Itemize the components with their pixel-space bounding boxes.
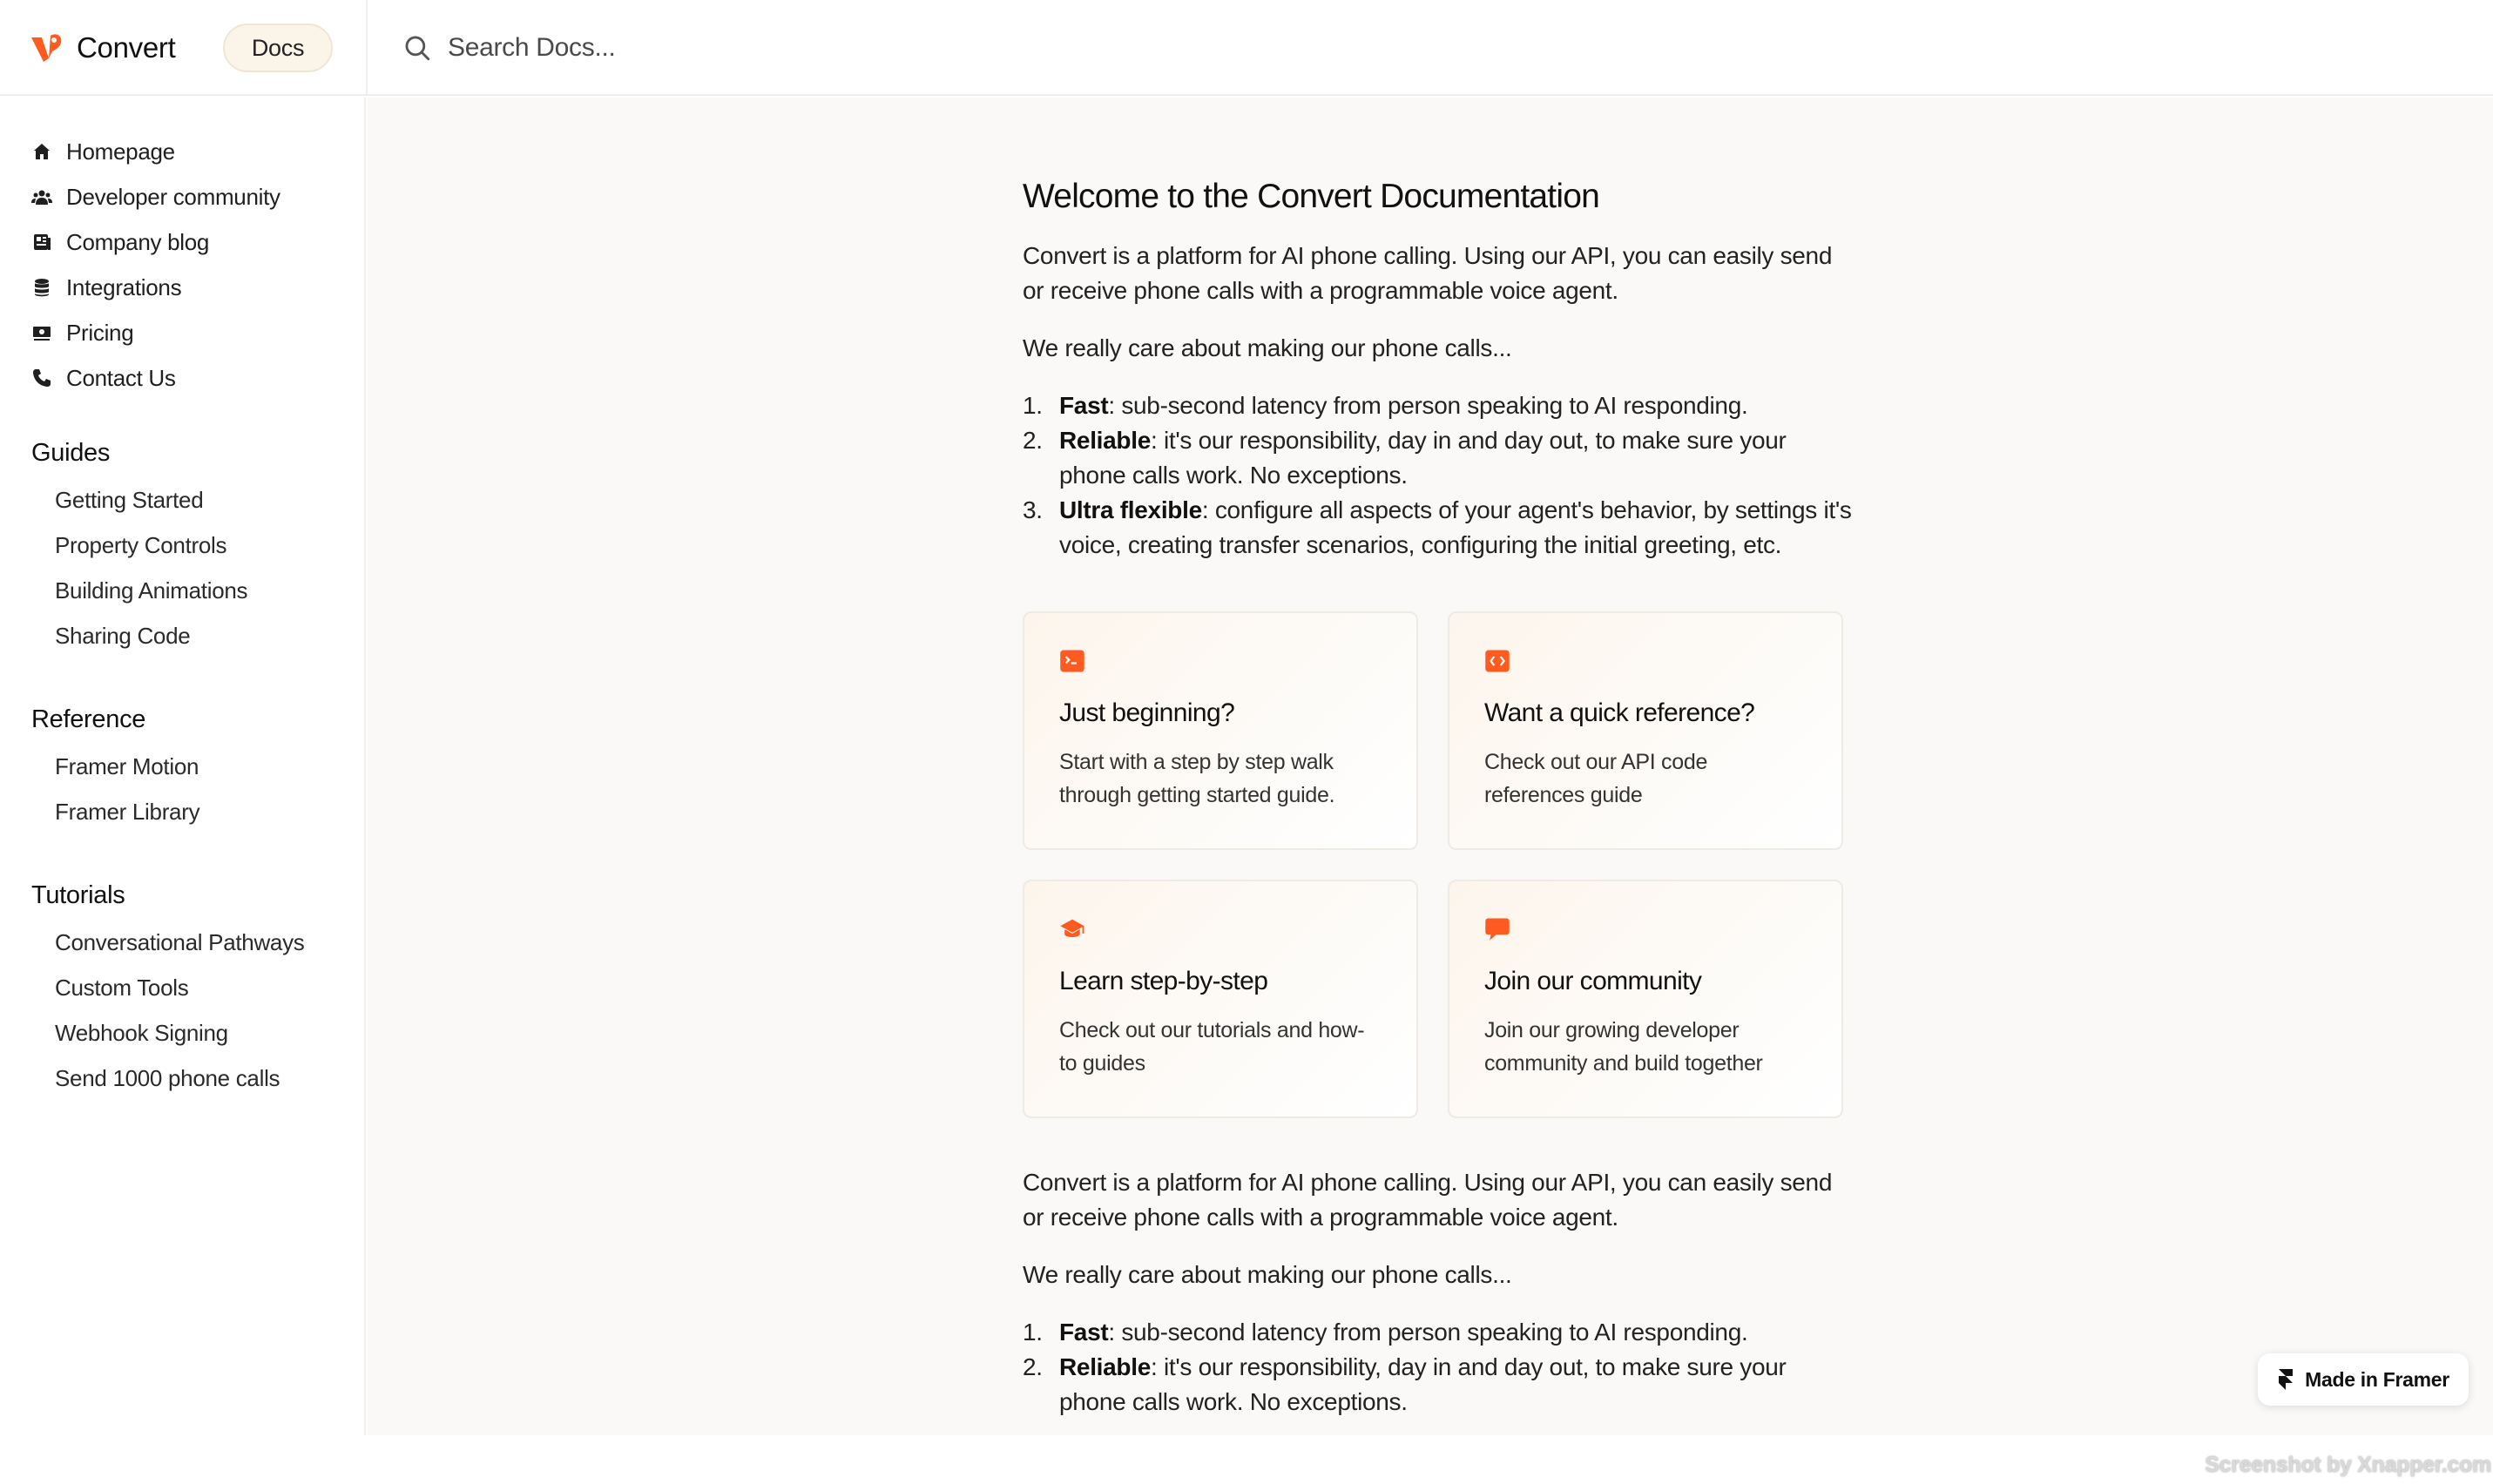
chat-bubble-icon (1484, 916, 1510, 942)
sidebar-item-contact-us[interactable] (31, 355, 280, 401)
sidebar-item-conversational-pathways[interactable]: Conversational Pathways (55, 929, 305, 955)
main-content (368, 98, 2493, 1435)
list-text: : configure all aspects of your agent's behavior, by settings it's voice, creating transfer scenarios, configuring the initial greeting, etc. (1059, 496, 1852, 558)
sidebar (0, 98, 366, 1435)
badge-label: Made in Framer (2305, 1367, 2449, 1391)
section-title: Guides (31, 439, 111, 467)
care-paragraph-repeat: We really care about making our phone calls... (1023, 1261, 1512, 1288)
docs-button[interactable]: Docs (223, 24, 333, 72)
code-icon (1484, 648, 1510, 674)
brand[interactable] (30, 0, 175, 96)
community-icon (31, 186, 52, 207)
list-number: 2. (1023, 427, 1043, 454)
screenshot-watermark: Screenshot by Xnapper.com (2205, 1453, 2491, 1477)
brand-name: Convert (77, 31, 176, 64)
sidebar-item-framer-motion[interactable]: Framer Motion (55, 753, 199, 779)
blog-icon (31, 232, 52, 253)
list-item (1023, 1350, 1859, 1420)
list-term: Fast (1059, 1319, 1109, 1346)
list-text: : sub-second latency from person speaking to AI responding. (1108, 1319, 1748, 1346)
list-term: Fast (1059, 392, 1109, 419)
made-in-framer-badge[interactable] (2258, 1353, 2469, 1406)
list-term: Ultra flexible (1059, 496, 1202, 523)
list-text: : sub-second latency from person speaking to AI responding. (1108, 392, 1748, 419)
sidebar-item-pricing[interactable] (31, 310, 280, 355)
search-bar[interactable] (402, 24, 1099, 72)
list-number: 2. (1023, 1353, 1043, 1380)
sidebar-item-property-controls[interactable]: Property Controls (55, 532, 227, 558)
card-description: Check out our tutorials and how-to guides (1059, 1018, 1365, 1076)
list-item (1023, 493, 1859, 563)
sidebar-links (31, 129, 280, 401)
card-description: Check out our API code references guide (1484, 750, 1708, 807)
framer-logo-icon (2277, 1368, 2294, 1391)
section-title: Reference (31, 705, 146, 733)
sidebar-section-tutorials (31, 871, 304, 1101)
list-item (1023, 1315, 1859, 1350)
list-item (1023, 388, 1859, 423)
sidebar-item-send-1000-phone-calls[interactable]: Send 1000 phone calls (55, 1065, 280, 1091)
database-icon (31, 277, 52, 298)
care-paragraph: We really care about making our phone calls... (1023, 334, 1512, 361)
sidebar-item-framer-library[interactable]: Framer Library (55, 799, 200, 825)
card-learn-step-by-step[interactable] (1023, 880, 1418, 1118)
intro-paragraph: Convert is a platform for AI phone calling. Using our API, you can easily send or receive phone calls with a programmable voice agent. (1023, 242, 1833, 304)
card-quick-reference[interactable] (1448, 611, 1843, 850)
graduation-cap-icon (1059, 916, 1085, 942)
sidebar-item-building-animations[interactable]: Building Animations (55, 577, 248, 604)
sidebar-section-reference (31, 695, 199, 834)
search-icon (402, 33, 432, 63)
card-join-community[interactable] (1448, 880, 1843, 1118)
sidebar-item-webhook-signing[interactable]: Webhook Signing (55, 1020, 228, 1046)
card-title: Just beginning? (1059, 698, 1235, 727)
card-title: Want a quick reference? (1484, 698, 1755, 727)
sidebar-item-developer-community[interactable] (31, 174, 280, 219)
sidebar-item-homepage[interactable] (31, 129, 280, 174)
list-number: 1. (1023, 1319, 1043, 1346)
list-text: : it's our responsibility, day in and day out, to make sure your phone calls work. No exceptions. (1059, 427, 1787, 489)
doc-article (1023, 178, 1859, 1435)
feature-list (1023, 388, 1859, 563)
sidebar-item-company-blog[interactable] (31, 219, 280, 265)
list-number: 3. (1023, 496, 1043, 523)
list-text: : it's our responsibility, day in and day out, to make sure your phone calls work. No exceptions. (1059, 1353, 1787, 1415)
sidebar-item-label: Pricing (66, 319, 134, 346)
section-title: Tutorials (31, 881, 125, 909)
sidebar-section-guides (31, 428, 247, 658)
sidebar-item-custom-tools[interactable]: Custom Tools (55, 975, 189, 1001)
feature-list-repeat (1023, 1315, 1859, 1420)
sidebar-item-label: Integrations (66, 273, 182, 300)
list-term: Reliable (1059, 427, 1151, 454)
sidebar-item-label: Homepage (66, 138, 175, 165)
convert-logo-icon (30, 32, 64, 64)
sidebar-item-label: Developer community (66, 183, 280, 210)
sidebar-item-sharing-code[interactable]: Sharing Code (55, 623, 191, 649)
phone-icon (31, 368, 52, 388)
list-term: Reliable (1059, 1353, 1151, 1380)
card-title: Join our community (1484, 967, 1702, 995)
sidebar-item-label: Company blog (66, 228, 210, 255)
card-grid (1023, 611, 1859, 1118)
list-number: 1. (1023, 392, 1043, 419)
card-just-beginning[interactable] (1023, 611, 1418, 850)
list-item (1023, 423, 1859, 493)
sidebar-item-getting-started[interactable]: Getting Started (55, 487, 204, 513)
top-bar (0, 0, 2493, 96)
sidebar-item-label: Contact Us (66, 364, 176, 391)
home-icon (31, 141, 52, 162)
card-description: Join our growing developer community and build together (1484, 1018, 1763, 1076)
intro-paragraph-repeat: Convert is a platform for AI phone calling. Using our API, you can easily send or receive phone calls with a programmable voice agent. (1023, 1169, 1833, 1231)
card-description: Start with a step by step walk through getting started guide. (1059, 750, 1335, 807)
card-title: Learn step-by-step (1059, 967, 1268, 995)
pricing-icon (31, 322, 52, 343)
page-title: Welcome to the Convert Documentation (1023, 178, 1599, 215)
search-input[interactable] (448, 33, 1057, 63)
terminal-icon (1059, 648, 1085, 674)
sidebar-item-integrations[interactable] (31, 265, 280, 310)
header-divider (366, 0, 368, 96)
